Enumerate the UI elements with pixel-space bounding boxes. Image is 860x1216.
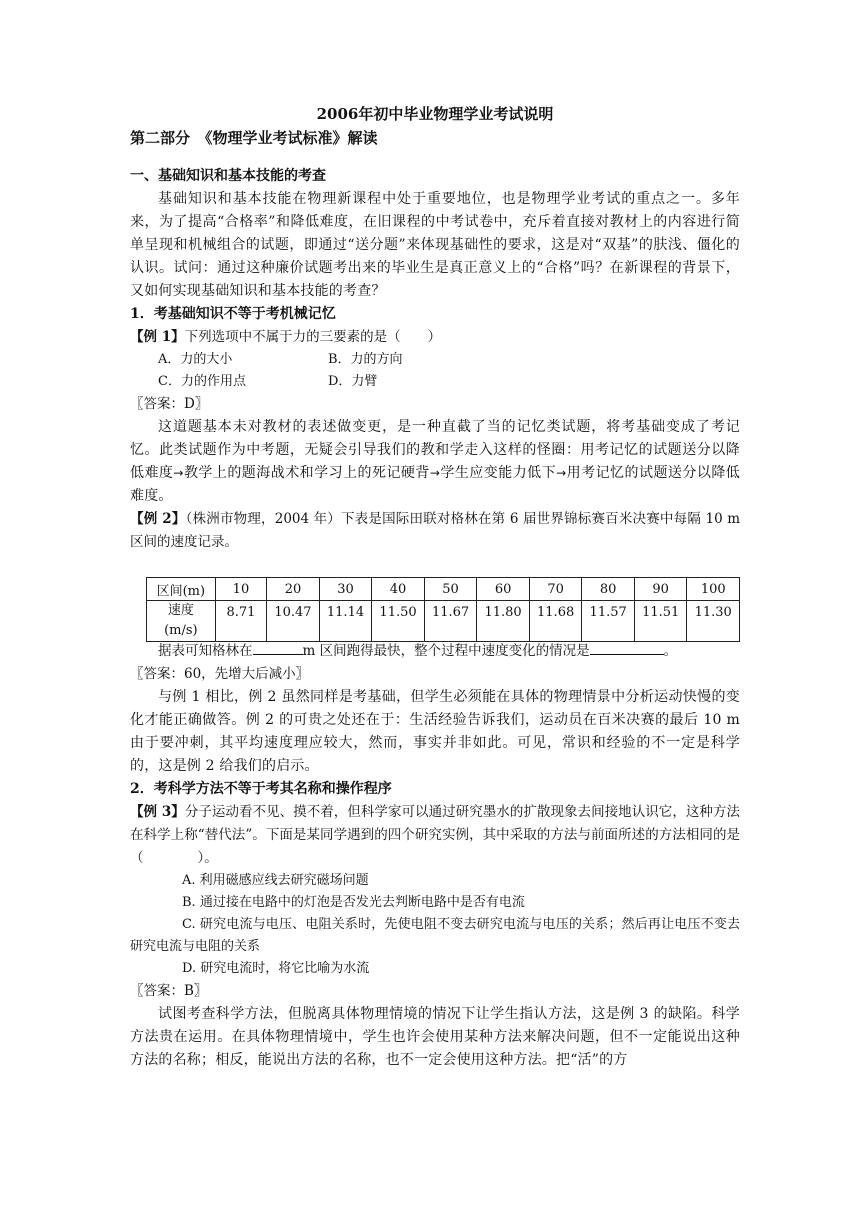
- example-2-answer: 〖答案：60，先增大后减小〗: [130, 666, 310, 682]
- fill-text-a: 据表可知格林在: [158, 643, 253, 659]
- example-1-option-d: D．力臂: [328, 374, 378, 389]
- fill-text-b: m 区间跑得最快，整个过程中速度变化的情况是: [302, 643, 590, 659]
- speed-cell: 8.71: [215, 601, 267, 642]
- section-heading: 一、基础知识和基本技能的考查: [130, 168, 326, 184]
- interval-cell: 10: [215, 578, 267, 601]
- interval-cell: 80: [582, 578, 635, 601]
- part-heading: 第二部分 《物理学业考试标准》解读: [130, 129, 378, 147]
- speed-label-line-2: (m/s): [164, 623, 198, 638]
- discussion-1-paragraph: [130, 416, 740, 508]
- speed-cell: 11.50: [372, 601, 425, 642]
- document-title: 2006年初中毕业物理学业考试说明: [316, 105, 554, 123]
- interval-cell: 50: [424, 578, 477, 601]
- table-header-label: 区间(m): [147, 578, 216, 601]
- answer-blank-2[interactable]: [590, 640, 664, 655]
- example-1-answer: 〖答案：D〗: [130, 396, 209, 412]
- example-2-question: [130, 508, 740, 554]
- interval-cell: 90: [634, 578, 687, 601]
- example-1-question: [130, 326, 740, 349]
- table-speed-label: [147, 601, 216, 642]
- interval-cell: 40: [372, 578, 425, 601]
- speed-table: [146, 577, 740, 642]
- example-1-option-c: C．力的作用点: [158, 374, 246, 389]
- example-3-option-d: D. 研究电流时，将它比喻为水流: [182, 961, 370, 976]
- speed-cell: 11.68: [529, 601, 582, 642]
- answer-blank-1[interactable]: [253, 640, 303, 655]
- interval-cell: 70: [529, 578, 582, 601]
- discussion-2-paragraph: 与例 1 相比，例 2 虽然同样是考基础，但学生必须能在具体的物理情景中分析运动快慢的变化才能正确做答。例 2 的可贵之处还在于：生活经验告诉我们，运动员在百米决赛的最后 10 m 由于要冲刺，其平均速度理应较大，然而，事实并非如此。可见，常识和经验的不一定是科学的，这是例 2 给我们的启示。: [130, 689, 740, 774]
- discussion-1-part-b: 教学上的题海战术和学习上的死记硬背: [183, 465, 430, 481]
- example-2-fill-in: [130, 640, 740, 663]
- table-row: [147, 578, 740, 601]
- example-3-option-a: A. 利用磁感应线去研究磁场问题: [182, 873, 369, 888]
- speed-cell: 11.51: [634, 601, 687, 642]
- subsection-2-heading: 2．考科学方法不等于考其名称和操作程序: [130, 781, 392, 797]
- table-row: [147, 601, 740, 642]
- example-3-option-b: B. 通过接在电路中的灯泡是否发光去判断电路中是否有电流: [182, 895, 525, 910]
- speed-label-line-1: 速度: [167, 603, 194, 618]
- example-1-options-row-2: [130, 371, 740, 393]
- interval-cell: 60: [477, 578, 530, 601]
- example-1-options-row-1: [130, 349, 740, 371]
- document-page: [130, 102, 740, 1072]
- example-2-text: （株洲市物理，2004 年）下表是国际田联对格林在第 6 届世界锦标赛百米决赛中每隔 10 m 区间的速度记录。: [130, 511, 740, 550]
- speed-cell: 11.67: [424, 601, 477, 642]
- speed-cell: 11.30: [687, 601, 740, 642]
- speed-cell: 11.57: [582, 601, 635, 642]
- example-1-option-a: A．力的大小: [158, 352, 233, 367]
- example-3-question: [130, 801, 740, 870]
- discussion-1-part-c: 学生应变能力低下: [440, 465, 557, 481]
- example-1-option-b: B．力的方向: [328, 352, 403, 367]
- discussion-1-part-d: 用考记忆的试题送分以降低难度。: [130, 465, 740, 504]
- example-2-tag: 【例 2】: [130, 511, 186, 527]
- discussion-1-part-a: 这道题基本未对教材的表述做变更，是一种直截了当的记忆类试题，将考基础变成了考记忆。此类试题作为中考题，无疑会引导我们的教和学走入这样的怪圈：用考记忆的试题送分以降低难度: [130, 419, 740, 481]
- discussion-3-paragraph: 试图考查科学方法，但脱离具体物理情境的情况下让学生指认方法，这是例 3 的缺陷。科学方法贵在运用。在具体物理情境中，学生也许会使用某种方法来解决问题，但不一定能说出这种方法的名称；相反，能说出方法的名称，也不一定会使用这种方法。把“活”的方: [130, 1006, 740, 1068]
- speed-cell: 11.80: [477, 601, 530, 642]
- arrow-icon: →: [556, 466, 567, 480]
- interval-cell: 30: [319, 578, 372, 601]
- interval-cell: 20: [267, 578, 320, 601]
- example-3-answer: 〖答案：B〗: [130, 983, 208, 999]
- fill-text-c: 。: [663, 643, 678, 659]
- arrow-icon: →: [429, 466, 441, 480]
- arrow-icon: →: [173, 466, 184, 480]
- example-1-tag: 【例 1】: [130, 329, 185, 345]
- example-3-tag: 【例 3】: [130, 804, 185, 820]
- example-3-option-c: C. 研究电流与电压、电阻关系时，先使电阻不变去研究电流与电压的关系；然后再让电压不变去研究电流与电阻的关系: [130, 917, 740, 954]
- speed-cell: 11.14: [319, 601, 372, 642]
- subsection-1-heading: 1．考基础知识不等于考机械记忆: [130, 306, 336, 322]
- section-intro-paragraph: 基础知识和基本技能在物理新课程中处于重要地位，也是物理学业考试的重点之一。多年来，为了提高“合格率”和降低难度，在旧课程的中考试卷中，充斥着直接对教材上的内容进行简单呈现和机械组合的试题，即通过“送分题”来体现基础性的要求，这是对“双基”的肤浅、僵化的认识。试问：通过这种廉价试题考出来的毕业生是真正意义上的“合格”吗？在新课程的背景下，又如何实现基础知识和基本技能的考查？: [130, 191, 740, 299]
- speed-cell: 10.47: [267, 601, 320, 642]
- interval-cell: 100: [687, 578, 740, 601]
- example-3-text: 分子运动看不见、摸不着，但科学家可以通过研究墨水的扩散现象去间接地认识它，这种方法在科学上称“替代法”。下面是某同学遇到的四个研究实例，其中采取的方法与前面所述的方法相同的是（ ）。: [130, 804, 741, 866]
- example-1-text: 下列选项中不属于力的三要素的是（ ）: [184, 329, 442, 345]
